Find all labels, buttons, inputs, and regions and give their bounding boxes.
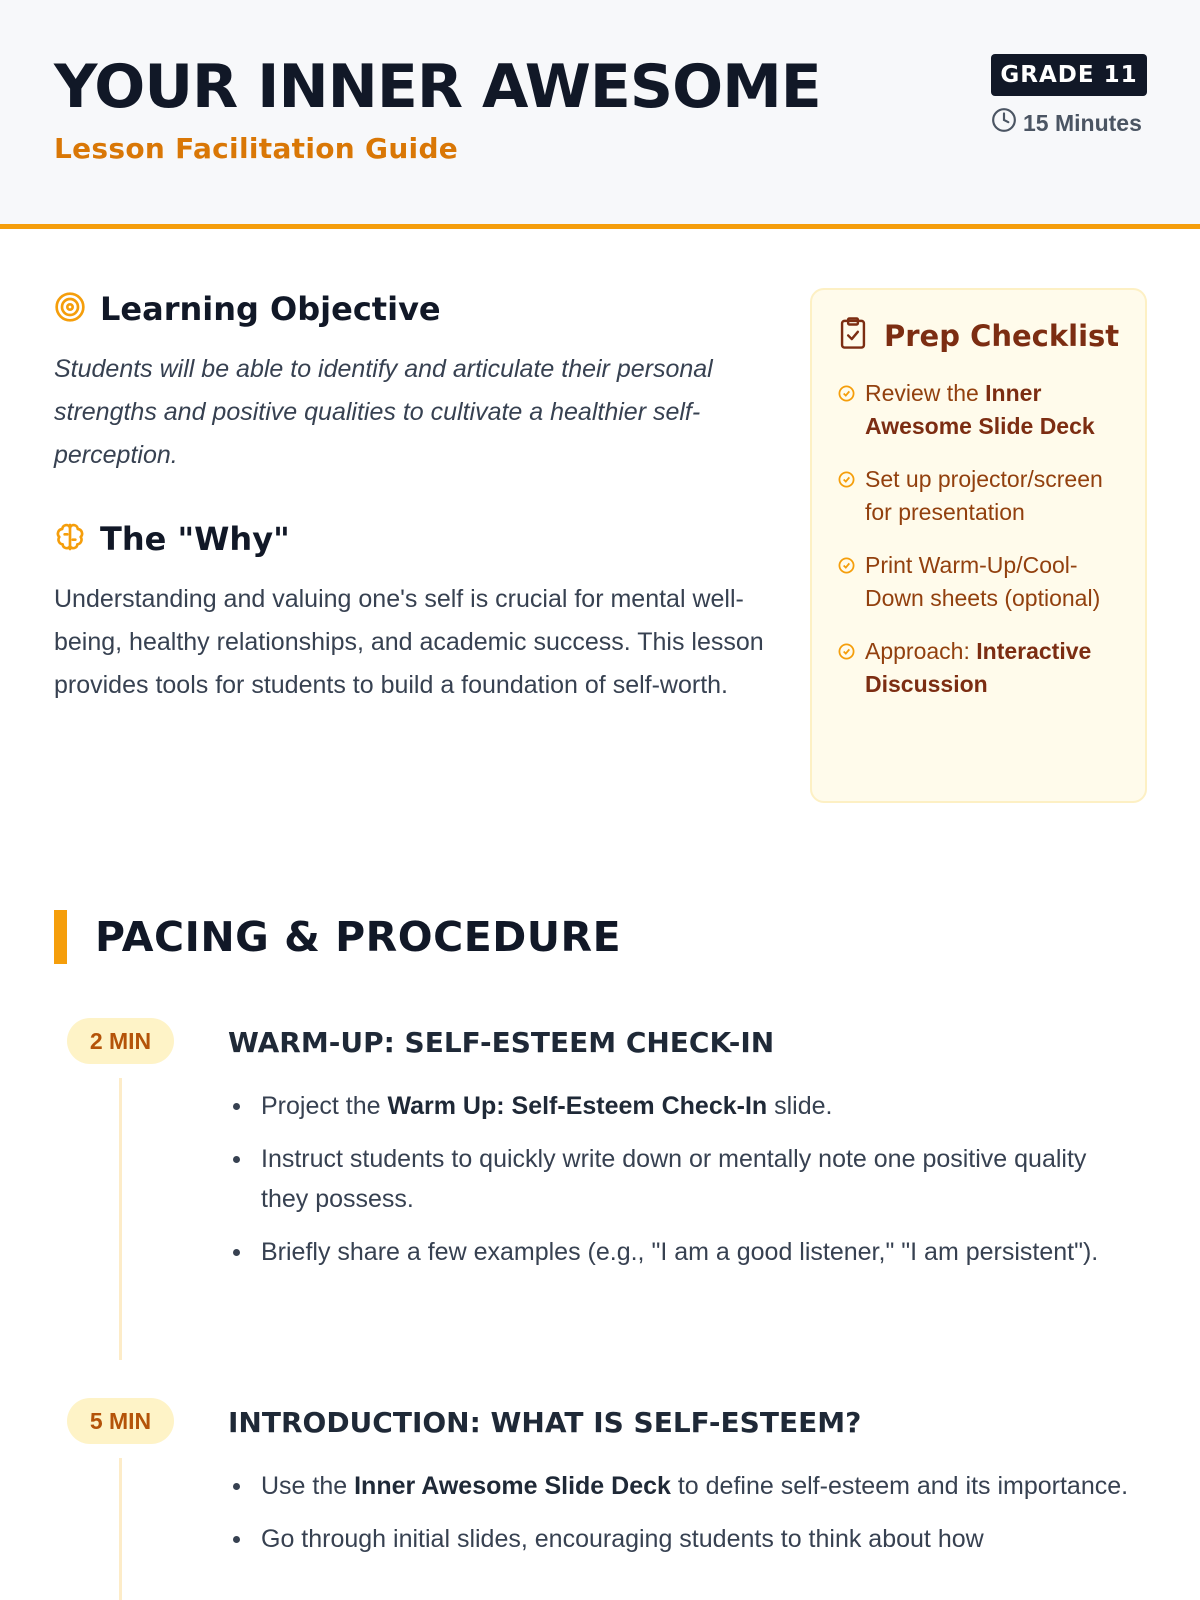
timeline-line — [119, 1458, 122, 1600]
page-header — [0, 0, 1200, 229]
step-bullets — [230, 1466, 1130, 1572]
page-title: YOUR INNER AWESOME — [54, 52, 821, 122]
list-item: Briefly share a few examples (e.g., "I am a good listener," "I am persistent"). — [230, 1232, 1130, 1272]
clipboard-check-icon — [838, 316, 868, 355]
duration — [991, 108, 1142, 138]
time-pill: 2 MIN — [67, 1018, 174, 1064]
checklist-item: Print Warm-Up/Cool-Down sheets (optional) — [838, 549, 1123, 615]
checklist-heading — [838, 316, 1123, 355]
prep-checklist — [810, 288, 1147, 803]
why-text: Understanding and valuing one's self is crucial for mental well-being, healthy relationships, and academic success. This lesson provides tools for students to build a foundation of self-worth. — [54, 585, 764, 699]
objective-title: Learning Objective — [100, 290, 441, 328]
time-pill: 5 MIN — [67, 1398, 174, 1444]
target-icon — [54, 291, 86, 328]
step-bullets — [230, 1086, 1130, 1285]
step-title: INTRODUCTION: WHAT IS SELF-ESTEEM? — [228, 1406, 862, 1439]
checklist-item: Review the Inner Awesome Slide Deck — [838, 377, 1123, 443]
brain-icon — [54, 521, 86, 558]
check-circle-icon — [838, 635, 855, 701]
list-item: Project the Warm Up: Self-Esteem Check-In slide. — [230, 1086, 1130, 1126]
pacing-title: PACING & PROCEDURE — [95, 913, 622, 961]
check-circle-icon — [838, 549, 855, 615]
checklist-item: Set up projector/screen for presentation — [838, 463, 1123, 529]
accent-bar — [54, 910, 67, 964]
grade-badge: GRADE 11 — [991, 54, 1147, 96]
checklist-item: Approach: Interactive Discussion — [838, 635, 1123, 701]
list-item: Go through initial slides, encouraging students to think about how — [230, 1519, 1130, 1559]
page-subtitle: Lesson Facilitation Guide — [54, 132, 459, 165]
step-title: WARM-UP: SELF-ESTEEM CHECK-IN — [228, 1026, 775, 1059]
clock-icon — [991, 107, 1017, 139]
pacing-heading — [54, 910, 621, 964]
objective-heading — [54, 290, 441, 328]
why-title: The "Why" — [100, 520, 290, 558]
check-circle-icon — [838, 377, 855, 443]
procedure-step — [0, 1018, 1200, 1348]
procedure-step — [0, 1398, 1200, 1600]
check-circle-icon — [838, 463, 855, 529]
list-item: Use the Inner Awesome Slide Deck to define self-esteem and its importance. — [230, 1466, 1130, 1506]
list-item: Instruct students to quickly write down or mentally note one positive quality they possess. — [230, 1139, 1130, 1219]
timeline-line — [119, 1078, 122, 1360]
checklist-title: Prep Checklist — [884, 318, 1120, 353]
why-heading — [54, 520, 290, 558]
duration-text: 15 Minutes — [1023, 109, 1142, 136]
objective-text: Students will be able to identify and articulate their personal strengths and positive qualities to cultivate a healthier self-perception. — [54, 355, 713, 469]
